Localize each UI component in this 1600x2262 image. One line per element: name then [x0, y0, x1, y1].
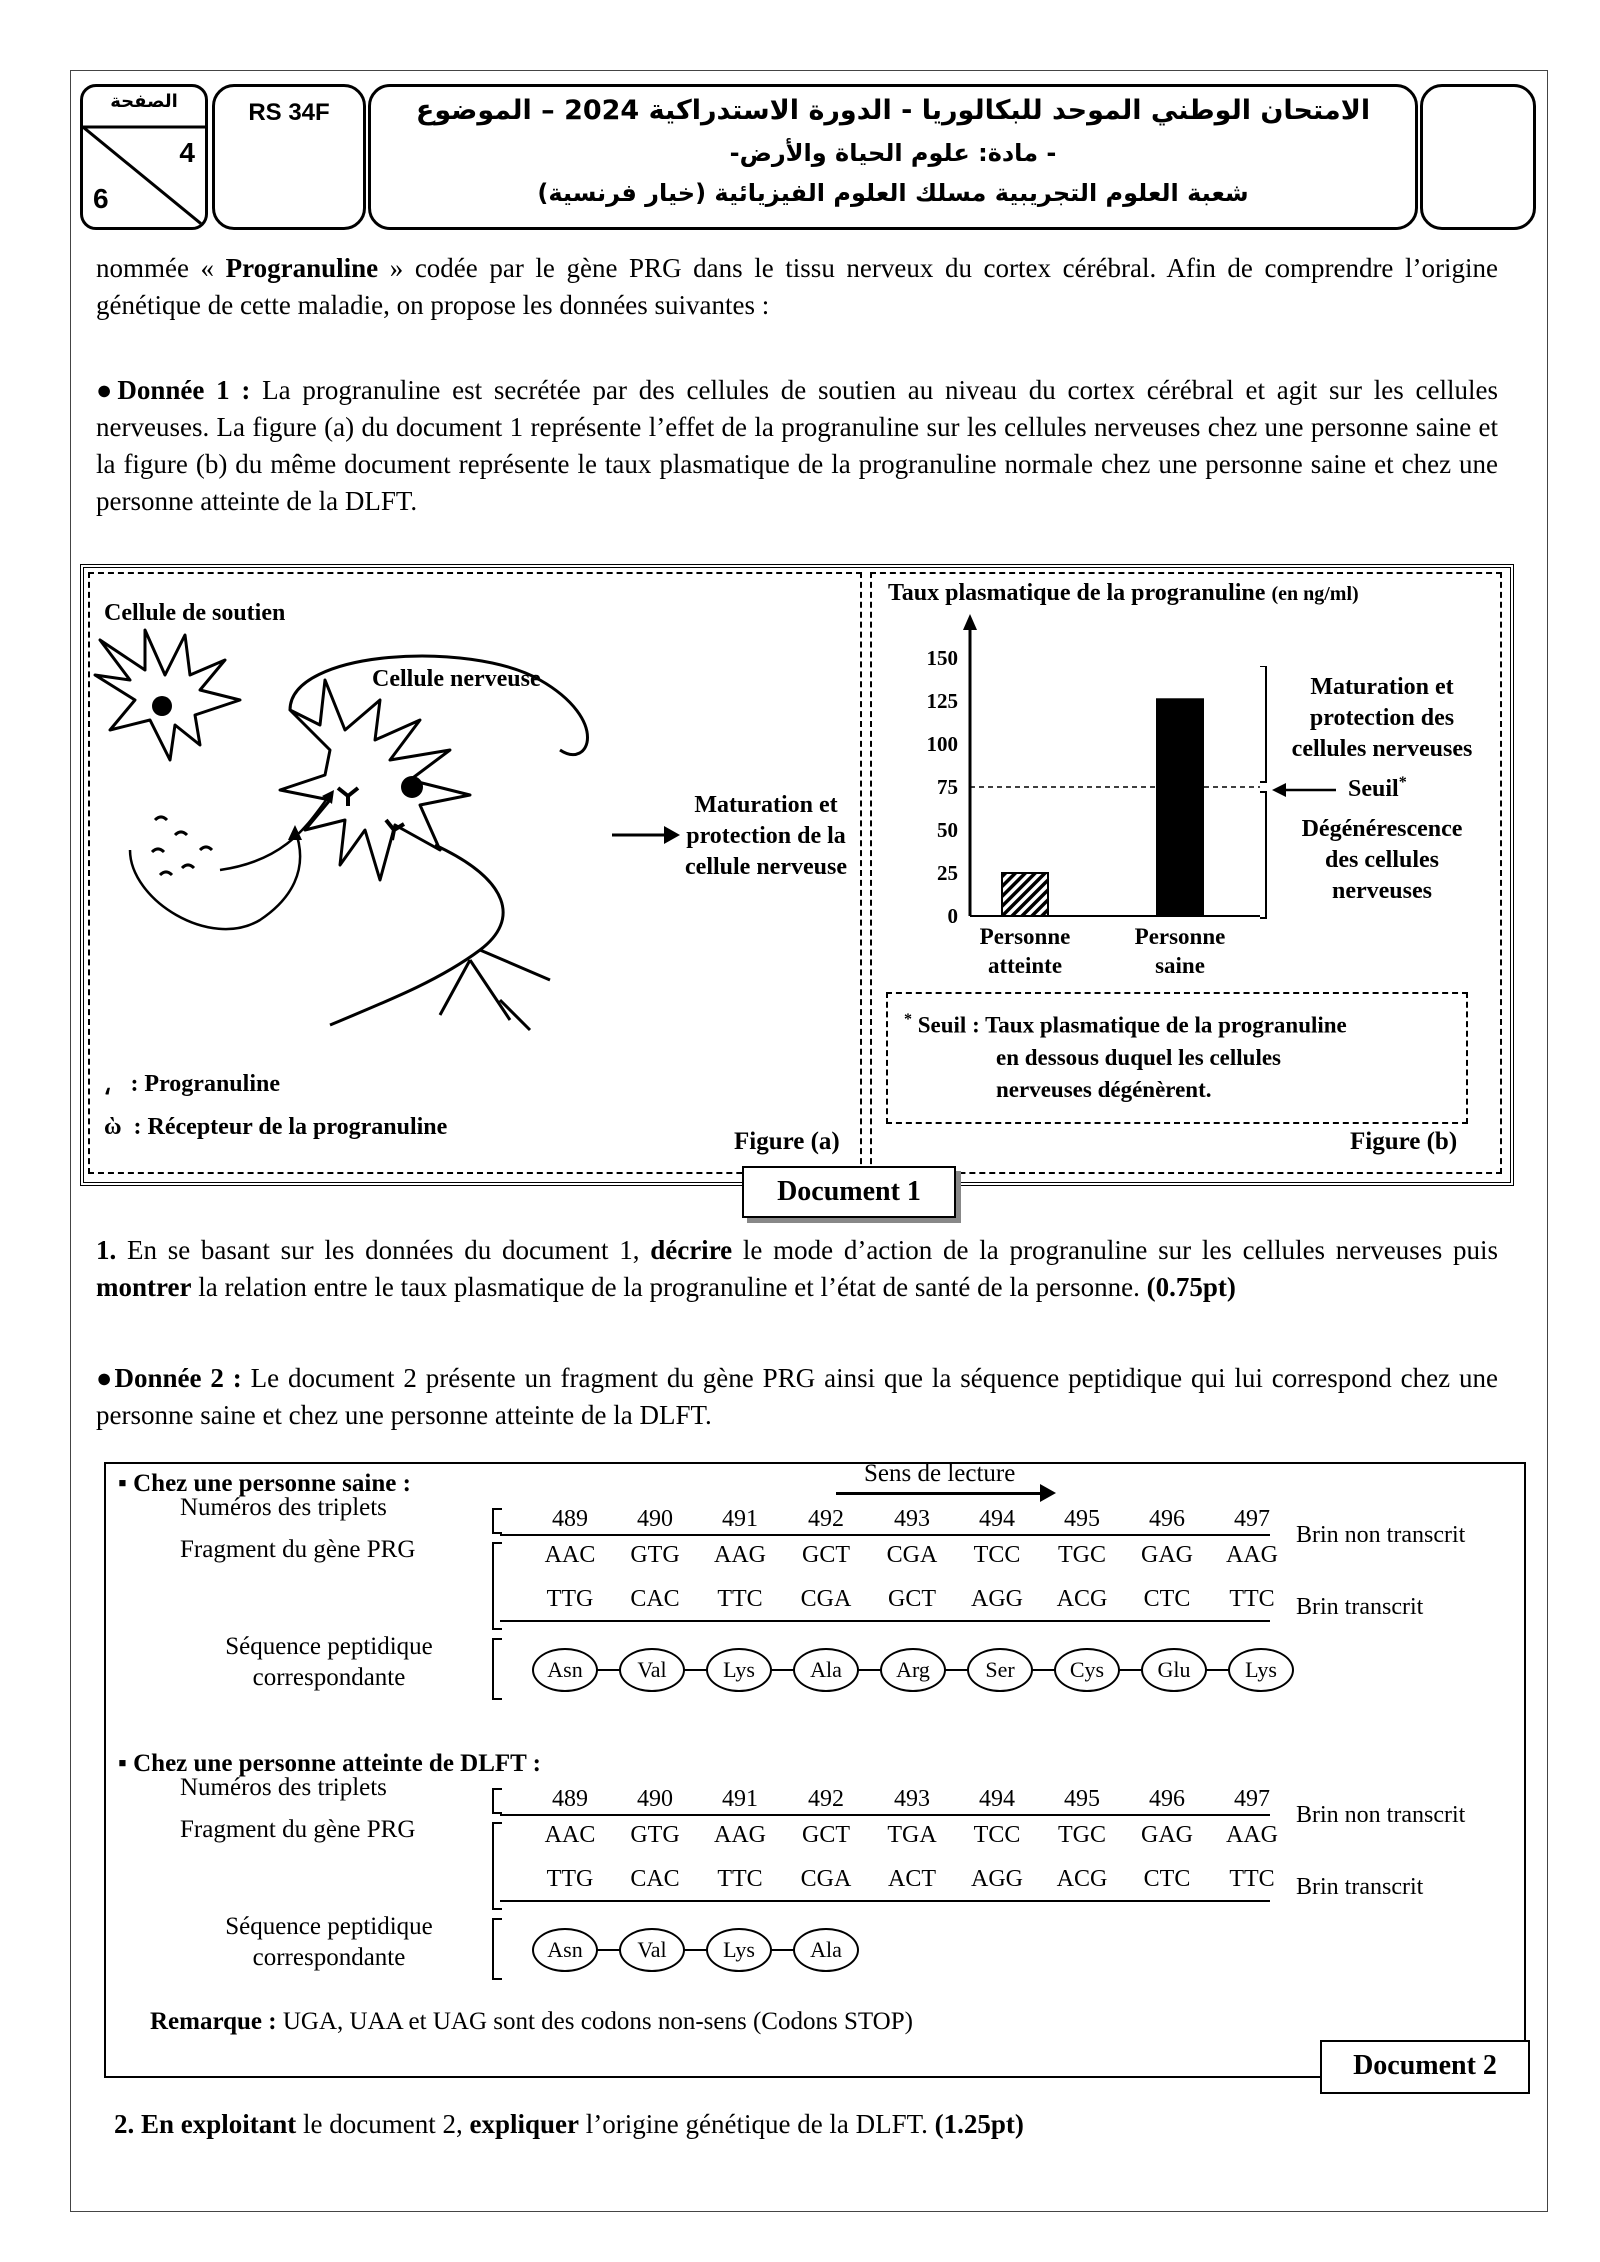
saine-strand-top-line [500, 1534, 1270, 1536]
atteinte-codon-transcrit: TTC [717, 1866, 763, 1892]
atteinte-triplet-number: 493 [894, 1786, 930, 1812]
figure-a-label: Figure (a) [734, 1128, 840, 1155]
figure-b-label: Figure (b) [1350, 1128, 1458, 1155]
maturation-line-1: Maturation et [1310, 674, 1454, 700]
q2-points: (1.25pt) [934, 2109, 1024, 2139]
q2-verb: expliquer [469, 2109, 580, 2139]
atteinte-codon-non-transcrit: AAG [714, 1822, 766, 1848]
note-line-1: Seuil : Taux plasmatique de la progranuline [917, 1012, 1347, 1038]
page-total: 6 [93, 183, 109, 214]
atteinte-codon-non-transcrit: GCT [802, 1822, 850, 1848]
chart-title-text: Taux plasmatique de la progranuline [888, 580, 1266, 606]
saine-codon-transcrit: TTG [546, 1586, 594, 1612]
saine-triplet-number: 491 [722, 1506, 758, 1532]
note-star: * [904, 1011, 912, 1028]
atteinte-codon-non-transcrit: TCC [973, 1822, 1021, 1848]
atteinte-amino-acid: Val [619, 1928, 685, 1972]
saine-codon-transcrit: TTC [1229, 1586, 1275, 1612]
atteinte-codon-transcrit: CTC [1143, 1866, 1191, 1892]
saine-codon-non-transcrit: AAG [1226, 1542, 1278, 1568]
seuil-star: * [1398, 774, 1407, 791]
saine-amino-acid: Ser [967, 1648, 1033, 1692]
maturation-line-3: cellules nerveuses [1291, 736, 1473, 762]
saine-triplet-number: 494 [979, 1506, 1015, 1532]
exam-subject: - مادة: علوم الحياة والأرض- [729, 139, 1057, 167]
saine-codon-transcrit: TTC [717, 1586, 763, 1612]
saine-codon-transcrit: ACG [1056, 1586, 1108, 1612]
atteinte-codon-transcrit: ACG [1056, 1866, 1108, 1892]
atteinte-triplet-number: 495 [1064, 1786, 1100, 1812]
y-tick-label: 50 [937, 818, 958, 842]
document1-label: Document 1 [742, 1166, 956, 1218]
atteinte-triplet-number: 490 [637, 1786, 673, 1812]
note-line-3: nerveuses dégénèrent. [996, 1076, 1212, 1102]
x-tick-label-line2: saine [1155, 953, 1205, 978]
donnee2-text: Le document 2 présente un fragment du gène PRG ainsi que la séquence peptidique qui lui correspond chez une personne saine et chez une personne atteinte de la DLFT. [96, 1363, 1498, 1430]
q1-number: 1. [96, 1235, 117, 1265]
saine-fragment-label: Fragment du gène PRG [180, 1536, 416, 1563]
question-2 [114, 2106, 1516, 2143]
q1-verb-1: décrire [650, 1235, 733, 1265]
saine-sequence-brace [492, 1638, 502, 1700]
atteinte-codon-non-transcrit: TGA [887, 1822, 937, 1848]
saine-brin-transcrit: Brin transcrit [1296, 1594, 1424, 1620]
q1-text-1: En se basant sur les données du document 1, [116, 1235, 651, 1265]
atteinte-amino-acid: Asn [532, 1928, 598, 1972]
progranuline-glyph-icon: ⸲ [104, 1071, 111, 1097]
q1-verb-2: montrer [96, 1272, 192, 1302]
saine-codon-non-transcrit: CGA [886, 1542, 938, 1568]
seuil-text: Seuil [1348, 776, 1399, 802]
saine-brin-non-transcrit: Brin non transcrit [1296, 1522, 1466, 1548]
intro-text-a: nommée « [96, 253, 226, 283]
atteinte-codon-transcrit: ACT [888, 1866, 936, 1892]
atteinte-codon-non-transcrit: GTG [630, 1822, 680, 1848]
sens-de-lecture: Sens de lecture [864, 1460, 1016, 1487]
saine-codon-transcrit: CAC [630, 1586, 680, 1612]
saine-codon-non-transcrit: GTG [630, 1542, 680, 1568]
saine-triplet-number: 492 [808, 1506, 844, 1532]
saine-codon-transcrit: AGG [971, 1586, 1023, 1612]
saine-amino-acid: Ala [793, 1648, 859, 1692]
saine-triplet-number: 496 [1149, 1506, 1185, 1532]
atteinte-strand-bottom-line [500, 1900, 1270, 1902]
saine-amino-acid: Lys [706, 1648, 772, 1692]
degenerescence-line-3: nerveuses [1332, 878, 1432, 904]
q2-number: 2. En exploitant [114, 2109, 297, 2139]
saine-codon-non-transcrit: TCC [973, 1542, 1021, 1568]
degenerescence-line-1: Dégénérescence [1301, 816, 1463, 842]
atteinte-brin-transcrit: Brin transcrit [1296, 1874, 1424, 1900]
y-tick-label: 125 [926, 689, 958, 713]
saine-numeros-label: Numéros des triplets [180, 1494, 387, 1521]
saine-triplet-number: 493 [894, 1506, 930, 1532]
atteinte-triplet-number: 494 [979, 1786, 1015, 1812]
atteinte-codon-non-transcrit: AAC [544, 1822, 596, 1848]
remarque [150, 2008, 913, 2036]
legend-progranuline-text: : Progranuline [130, 1071, 280, 1097]
y-tick-label: 25 [937, 861, 958, 885]
intro-bold-term: Progranuline [225, 253, 379, 283]
atteinte-sequence-label-1: Séquence peptidique [225, 1913, 433, 1940]
atteinte-brin-non-transcrit: Brin non transcrit [1296, 1802, 1466, 1828]
remarque-label: Remarque : [150, 2008, 277, 2035]
y-tick-label: 75 [937, 775, 958, 799]
x-tick-label-line2: atteinte [987, 953, 1063, 978]
y-tick-label: 150 [926, 646, 958, 670]
saine-sequence-label-2: correspondante [252, 1664, 406, 1691]
chart-unit: (en ng/ml) [1271, 583, 1359, 605]
atteinte-codon-transcrit: TTC [1229, 1866, 1275, 1892]
saine-amino-acid: Val [619, 1648, 685, 1692]
atteinte-codon-non-transcrit: AAG [1226, 1822, 1278, 1848]
x-tick-label-line1: Personne [1134, 924, 1226, 949]
atteinte-fragment-brace [492, 1822, 502, 1910]
exam-title: الامتحان الوطني الموحد للبكالوريا - الدورة الاستدراكية 2024 – الموضوع [415, 95, 1371, 126]
saine-amino-acid: Cys [1054, 1648, 1120, 1692]
effect-line-1: Maturation et [694, 792, 838, 818]
atteinte-title: ▪ Chez une personne atteinte de DLFT : [118, 1750, 541, 1777]
saine-fragment-brace [492, 1542, 502, 1630]
note-line-2: en dessous duquel les cellules [996, 1044, 1281, 1070]
receptor-glyph-icon: ὼ [104, 1114, 122, 1140]
atteinte-triplet-number: 489 [552, 1786, 588, 1812]
saine-sequence-label-1: Séquence peptidique [225, 1633, 433, 1660]
saine-triplet-number: 495 [1064, 1506, 1100, 1532]
intro-text-b: » codée par le gène PRG dans le tissu nerveux du cortex cérébral. Afin de comprendre l’origine génétique de cette maladie, on propose les données suivantes : [96, 253, 1498, 320]
donnee1-text: La progranuline est secrétée par des cellules de soutien au niveau du cortex cérébral et agit sur les cellules nerveuses. La figure (a) du document 1 représente l’effet de la progranuline sur les cellules nerveuses chez une personne saine et la figure (b) du même document représente le taux plasmatique de la progranuline normale chez une personne saine et chez une personne atteinte de la DLFT. [96, 375, 1498, 516]
atteinte-codon-transcrit: CGA [800, 1866, 852, 1892]
atteinte-codon-transcrit: TTG [546, 1866, 594, 1892]
effect-line-3: cellule nerveuse [685, 854, 847, 880]
saine-amino-acid: Arg [880, 1648, 946, 1692]
cellule-soutien-label: Cellule de soutien [104, 600, 286, 626]
atteinte-amino-acid: Ala [793, 1928, 859, 1972]
atteinte-codon-non-transcrit: TGC [1058, 1822, 1106, 1848]
atteinte-peptide-bond-line [563, 1949, 824, 1951]
saine-amino-acid: Asn [532, 1648, 598, 1692]
degenerescence-line-2: des cellules [1325, 847, 1439, 873]
atteinte-sequence-label-2: correspondante [252, 1944, 406, 1971]
y-tick-label: 0 [947, 904, 958, 928]
atteinte-numeros-brace [492, 1788, 502, 1814]
atteinte-numeros-label: Numéros des triplets [180, 1774, 387, 1801]
saine-amino-acid: Lys [1228, 1648, 1294, 1692]
y-tick-label: 100 [926, 732, 958, 756]
atteinte-triplet-number: 496 [1149, 1786, 1185, 1812]
exam-track: شعبة العلوم التجريبية مسلك العلوم الفيزيائية (خيار فرنسية) [537, 179, 1249, 207]
page-label: الصفحة [110, 91, 178, 112]
exam-code: RS 34F [248, 99, 330, 126]
saine-codon-non-transcrit: GCT [802, 1542, 850, 1568]
saine-amino-acid: Glu [1141, 1648, 1207, 1692]
atteinte-fragment-label: Fragment du gène PRG [180, 1816, 416, 1843]
q1-text-3: la relation entre le taux plasmatique de la progranuline et l’état de santé de la personne. [191, 1272, 1147, 1302]
saine-codon-non-transcrit: GAG [1141, 1542, 1193, 1568]
donnee2-label: ●Donnée 2 : [96, 1363, 242, 1393]
remarque-text: UGA, UAA et UAG sont des codons non-sens (Codons STOP) [276, 2008, 913, 2035]
atteinte-triplet-number: 497 [1234, 1786, 1270, 1812]
atteinte-strand-top-line [500, 1814, 1270, 1816]
q2-text-2: l’origine génétique de la DLFT. [579, 2109, 935, 2139]
sens-arrow-line [836, 1492, 1042, 1495]
saine-triplet-number: 497 [1234, 1506, 1270, 1532]
saine-codon-non-transcrit: TGC [1058, 1542, 1106, 1568]
saine-codon-transcrit: CTC [1143, 1586, 1191, 1612]
q1-text-2: le mode d’action de la progranuline sur les cellules nerveuses puis [732, 1235, 1498, 1265]
saine-codon-non-transcrit: AAC [544, 1542, 596, 1568]
saine-strand-bottom-line [500, 1620, 1270, 1622]
atteinte-triplet-number: 492 [808, 1786, 844, 1812]
document2-label: Document 2 [1320, 2040, 1530, 2094]
atteinte-codon-transcrit: CAC [630, 1866, 680, 1892]
saine-codon-non-transcrit: AAG [714, 1542, 766, 1568]
atteinte-amino-acid: Lys [706, 1928, 772, 1972]
saine-codon-transcrit: GCT [888, 1586, 936, 1612]
saine-numeros-brace [492, 1508, 502, 1534]
saine-codon-transcrit: CGA [800, 1586, 852, 1612]
atteinte-triplet-number: 491 [722, 1786, 758, 1812]
sens-arrowhead [1040, 1484, 1056, 1502]
q2-text-1: le document 2, [296, 2109, 470, 2139]
atteinte-codon-non-transcrit: GAG [1141, 1822, 1193, 1848]
saine-triplet-number: 489 [552, 1506, 588, 1532]
atteinte-codon-transcrit: AGG [971, 1866, 1023, 1892]
q1-points: (0.75pt) [1146, 1272, 1236, 1302]
donnee1-label: ●Donnée 1 : [96, 375, 251, 405]
legend-recepteur-text: : Récepteur de la progranuline [133, 1114, 448, 1140]
maturation-line-2: protection des [1309, 705, 1455, 731]
page-number: 4 [179, 137, 195, 168]
effect-line-2: protection de la [686, 823, 846, 849]
x-tick-label-line1: Personne [979, 924, 1071, 949]
saine-triplet-number: 490 [637, 1506, 673, 1532]
atteinte-sequence-brace [492, 1918, 502, 1980]
saine-title: ▪ Chez une personne saine : [118, 1470, 411, 1497]
cellule-nerveuse-label: Cellule nerveuse [372, 666, 541, 692]
